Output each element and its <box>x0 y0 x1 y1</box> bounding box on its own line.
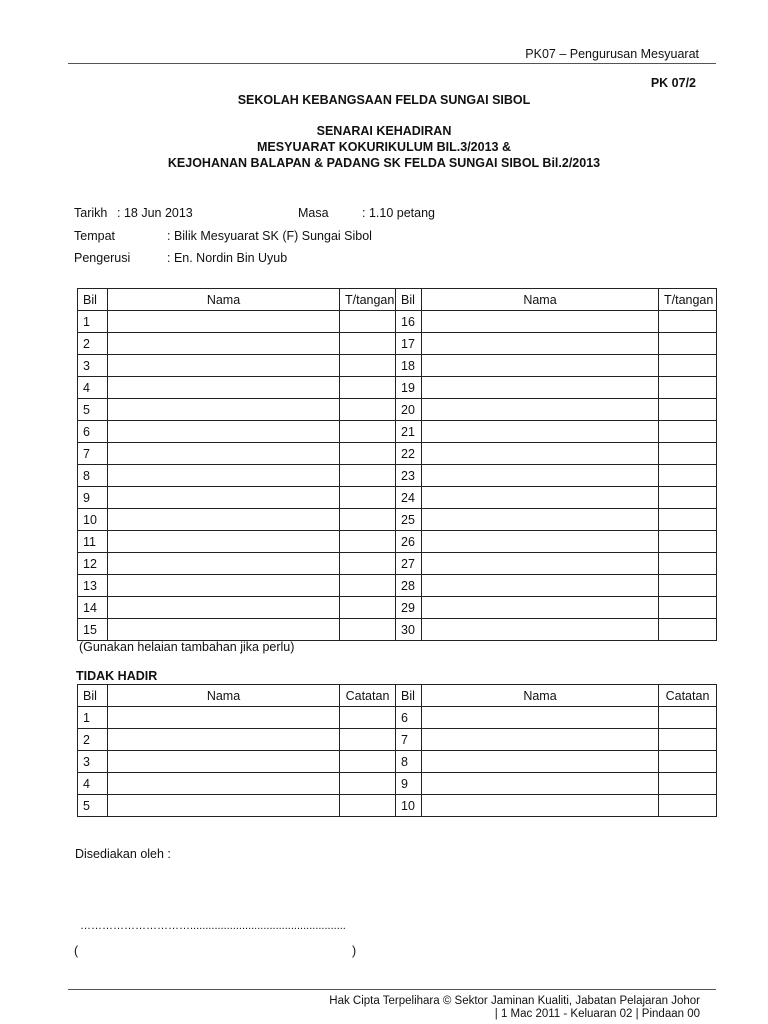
remark-cell <box>659 751 717 773</box>
name-cell <box>422 619 659 641</box>
table-row <box>78 399 717 421</box>
remark-cell <box>340 355 396 377</box>
col-bil: Bil <box>396 289 422 311</box>
name-cell <box>108 531 340 553</box>
row-number-left: 4 <box>78 773 108 795</box>
remark-cell <box>659 729 717 751</box>
remark-cell <box>340 311 396 333</box>
name-cell <box>108 355 340 377</box>
table-row <box>78 707 717 729</box>
name-cell <box>422 377 659 399</box>
table-row <box>78 729 717 751</box>
col-nama: Nama <box>422 685 659 707</box>
row-number-right: 27 <box>396 553 422 575</box>
document-reference: PK07 – Pengurusan Mesyuarat <box>525 47 699 61</box>
name-cell <box>422 333 659 355</box>
remark-cell <box>659 421 717 443</box>
table-row <box>78 619 717 641</box>
attendance-table <box>77 288 717 641</box>
col-bil: Bil <box>396 685 422 707</box>
remark-cell <box>340 575 396 597</box>
remark-cell <box>659 773 717 795</box>
remark-cell <box>659 707 717 729</box>
name-cell <box>422 553 659 575</box>
name-close-paren: ) <box>352 944 357 958</box>
school-name: SEKOLAH KEBANGSAAN FELDA SUNGAI SIBOL <box>237 93 531 107</box>
col-catatan: Catatan <box>659 685 717 707</box>
name-cell <box>108 487 340 509</box>
row-number-left: 8 <box>78 465 108 487</box>
row-number-right: 6 <box>396 707 422 729</box>
table-row <box>78 575 717 597</box>
name-cell <box>422 575 659 597</box>
pengerusi-label: Pengerusi <box>74 251 131 265</box>
remark-cell <box>340 707 396 729</box>
name-cell <box>108 311 340 333</box>
name-cell <box>422 399 659 421</box>
table-row <box>78 751 717 773</box>
col-bil: Bil <box>78 685 108 707</box>
additional-sheet-note: (Gunakan helaian tambahan jika perlu) <box>79 640 295 654</box>
table-row <box>78 597 717 619</box>
table-row <box>78 487 717 509</box>
tarikh-label: Tarikh <box>74 206 108 220</box>
event-title: KEJOHANAN BALAPAN & PADANG SK FELDA SUNGAI SIBOL Bil.2/2013 <box>167 156 601 170</box>
remark-cell <box>340 465 396 487</box>
remark-cell <box>659 311 717 333</box>
col-tandatangan: T/tangan <box>340 289 396 311</box>
remark-cell <box>340 751 396 773</box>
copyright-line: Hak Cipta Terpelihara © Sektor Jaminan Kualiti, Jabatan Pelajaran Johor <box>329 995 700 1007</box>
row-number-right: 17 <box>396 333 422 355</box>
row-number-left: 3 <box>78 751 108 773</box>
remark-cell <box>340 531 396 553</box>
table-row <box>78 531 717 553</box>
remark-cell <box>659 553 717 575</box>
remark-cell <box>659 465 717 487</box>
row-number-right: 23 <box>396 465 422 487</box>
remark-cell <box>659 575 717 597</box>
attendance-header-row <box>78 289 717 311</box>
row-number-right: 10 <box>396 795 422 817</box>
row-number-left: 1 <box>78 311 108 333</box>
row-number-left: 13 <box>78 575 108 597</box>
revision-line: | 1 Mac 2011 - Keluaran 02 | Pindaan 00 <box>494 1008 700 1020</box>
col-bil: Bil <box>78 289 108 311</box>
remark-cell <box>659 333 717 355</box>
masa-value: : 1.10 petang <box>362 206 435 220</box>
remark-cell <box>340 509 396 531</box>
absent-table <box>77 684 717 817</box>
remark-cell <box>659 443 717 465</box>
row-number-right: 9 <box>396 773 422 795</box>
table-row <box>78 377 717 399</box>
name-cell <box>108 465 340 487</box>
remark-cell <box>340 773 396 795</box>
row-number-right: 24 <box>396 487 422 509</box>
row-number-right: 8 <box>396 751 422 773</box>
row-number-left: 2 <box>78 729 108 751</box>
col-catatan: Catatan <box>340 685 396 707</box>
col-nama: Nama <box>108 685 340 707</box>
row-number-left: 12 <box>78 553 108 575</box>
remark-cell <box>659 597 717 619</box>
remark-cell <box>659 487 717 509</box>
table-row <box>78 311 717 333</box>
row-number-right: 18 <box>396 355 422 377</box>
row-number-right: 16 <box>396 311 422 333</box>
table-row <box>78 465 717 487</box>
masa-label: Masa <box>298 206 329 220</box>
row-number-right: 19 <box>396 377 422 399</box>
row-number-left: 6 <box>78 421 108 443</box>
row-number-left: 10 <box>78 509 108 531</box>
remark-cell <box>340 333 396 355</box>
remark-cell <box>659 795 717 817</box>
name-open-paren: ( <box>74 944 79 958</box>
name-cell <box>108 399 340 421</box>
name-cell <box>422 355 659 377</box>
table-row <box>78 355 717 377</box>
remark-cell <box>340 795 396 817</box>
name-cell <box>422 487 659 509</box>
name-cell <box>422 465 659 487</box>
name-cell <box>422 751 659 773</box>
name-cell <box>108 421 340 443</box>
row-number-right: 25 <box>396 509 422 531</box>
footer-rule <box>68 989 716 990</box>
meeting-chair-row <box>74 251 287 265</box>
col-tandatangan: T/tangan <box>659 289 717 311</box>
row-number-right: 26 <box>396 531 422 553</box>
name-cell <box>108 707 340 729</box>
meeting-date-row <box>74 206 435 220</box>
row-number-left: 7 <box>78 443 108 465</box>
remark-cell <box>659 619 717 641</box>
remark-cell <box>340 597 396 619</box>
name-cell <box>108 729 340 751</box>
row-number-right: 7 <box>396 729 422 751</box>
col-nama: Nama <box>422 289 659 311</box>
tarikh-value: : 18 Jun 2013 <box>117 206 193 220</box>
table-row <box>78 795 717 817</box>
meeting-title: MESYUARAT KOKURIKULUM BIL.3/2013 & <box>257 140 511 154</box>
name-cell <box>422 729 659 751</box>
name-cell <box>108 619 340 641</box>
name-cell <box>108 597 340 619</box>
remark-cell <box>340 487 396 509</box>
remark-cell <box>659 531 717 553</box>
row-number-left: 5 <box>78 795 108 817</box>
row-number-right: 30 <box>396 619 422 641</box>
col-nama: Nama <box>108 289 340 311</box>
tempat-value: : Bilik Mesyuarat SK (F) Sungai Sibol <box>167 229 372 243</box>
name-cell <box>108 443 340 465</box>
row-number-left: 9 <box>78 487 108 509</box>
header-rule <box>68 63 716 64</box>
table-row <box>78 333 717 355</box>
remark-cell <box>659 509 717 531</box>
name-cell <box>108 553 340 575</box>
row-number-left: 11 <box>78 531 108 553</box>
table-row <box>78 509 717 531</box>
name-cell <box>422 795 659 817</box>
remark-cell <box>340 421 396 443</box>
prepared-by-label: Disediakan oleh : <box>75 847 171 861</box>
row-number-right: 29 <box>396 597 422 619</box>
name-cell <box>422 421 659 443</box>
remark-cell <box>340 619 396 641</box>
signature-line: …………………………................................................... <box>80 920 346 932</box>
row-number-right: 21 <box>396 421 422 443</box>
name-cell <box>108 795 340 817</box>
form-title: SENARAI KEHADIRAN <box>316 124 452 138</box>
name-cell <box>108 509 340 531</box>
remark-cell <box>340 377 396 399</box>
pengerusi-value: : En. Nordin Bin Uyub <box>167 251 288 265</box>
row-number-left: 1 <box>78 707 108 729</box>
name-cell <box>108 575 340 597</box>
row-number-left: 3 <box>78 355 108 377</box>
row-number-right: 22 <box>396 443 422 465</box>
row-number-left: 15 <box>78 619 108 641</box>
remark-cell <box>659 399 717 421</box>
remark-cell <box>340 399 396 421</box>
row-number-right: 28 <box>396 575 422 597</box>
name-cell <box>108 751 340 773</box>
remark-cell <box>340 443 396 465</box>
table-row <box>78 553 717 575</box>
name-cell <box>422 773 659 795</box>
meeting-venue-row <box>74 229 372 243</box>
name-cell <box>108 773 340 795</box>
name-cell <box>422 531 659 553</box>
table-row <box>78 443 717 465</box>
name-cell <box>422 509 659 531</box>
name-cell <box>422 443 659 465</box>
name-cell <box>422 311 659 333</box>
form-code: PK 07/2 <box>650 76 696 90</box>
row-number-right: 20 <box>396 399 422 421</box>
table-row <box>78 421 717 443</box>
row-number-left: 4 <box>78 377 108 399</box>
table-row <box>78 773 717 795</box>
absent-header-row <box>78 685 717 707</box>
name-cell <box>108 377 340 399</box>
row-number-left: 2 <box>78 333 108 355</box>
name-cell <box>422 707 659 729</box>
name-cell <box>422 597 659 619</box>
name-cell <box>108 333 340 355</box>
remark-cell <box>659 355 717 377</box>
row-number-left: 5 <box>78 399 108 421</box>
remark-cell <box>659 377 717 399</box>
tempat-label: Tempat <box>74 229 115 243</box>
remark-cell <box>340 553 396 575</box>
row-number-left: 14 <box>78 597 108 619</box>
remark-cell <box>340 729 396 751</box>
absent-section-title: TIDAK HADIR <box>76 669 158 683</box>
